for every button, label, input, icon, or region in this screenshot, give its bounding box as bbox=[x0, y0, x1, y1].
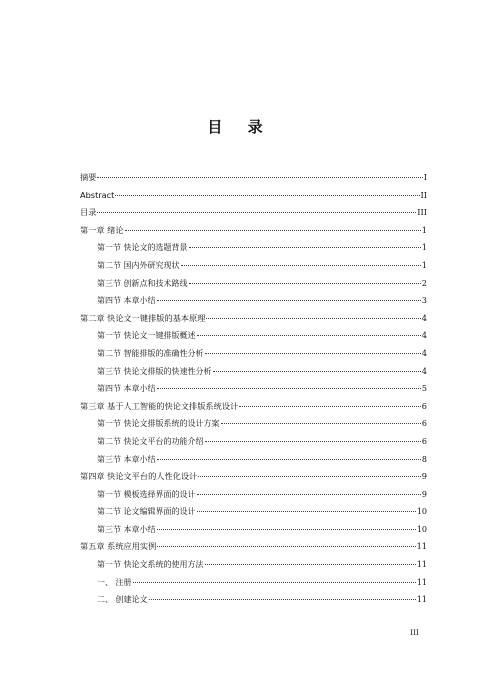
toc-entry-label: 二、 创建论文 bbox=[97, 595, 148, 605]
dot-leader bbox=[189, 283, 421, 284]
toc-section-entry bbox=[80, 366, 427, 384]
dot-leader bbox=[213, 371, 421, 372]
toc-entry-page: II bbox=[420, 189, 427, 200]
toc-entry-label: 第三节 本章小结 bbox=[97, 524, 156, 534]
toc-section-entry bbox=[80, 524, 427, 542]
toc-entry-page: 4 bbox=[421, 348, 427, 358]
toc-entry-label: 第二节 快论文平台的功能介绍 bbox=[97, 436, 204, 446]
toc-entry-page: 10 bbox=[416, 524, 427, 534]
toc-entry-label: 第四节 本章小结 bbox=[97, 384, 156, 394]
toc-chapter-entry bbox=[80, 471, 427, 489]
toc-entry-page: 11 bbox=[416, 541, 427, 552]
toc-section-entry bbox=[80, 330, 427, 348]
toc-chapter-entry bbox=[80, 225, 427, 243]
dot-leader bbox=[205, 353, 421, 354]
toc-entry-label: 第一节 模板选择界面的设计 bbox=[97, 489, 196, 499]
toc-chapter-entry bbox=[80, 172, 427, 190]
toc-entry-page: 6 bbox=[421, 419, 427, 429]
dot-leader bbox=[206, 318, 420, 319]
toc-section-entry bbox=[80, 577, 427, 595]
toc-section-entry bbox=[80, 295, 427, 313]
table-of-contents bbox=[80, 172, 427, 612]
toc-entry-label: 第一节 快论文的选题背景 bbox=[97, 243, 188, 253]
toc-entry-label: 第一节 快论文系统的使用方法 bbox=[97, 560, 204, 570]
toc-entry-label: 第三节 本章小结 bbox=[97, 454, 156, 464]
toc-entry-page: 4 bbox=[421, 331, 427, 341]
toc-entry-label: 第二章 快论文一键排版的基本原理 bbox=[80, 312, 206, 323]
toc-entry-label: 第一节 快论文一键排版概述 bbox=[97, 331, 196, 341]
dot-leader bbox=[157, 529, 416, 530]
toc-entry-page: 11 bbox=[416, 595, 427, 605]
dot-leader bbox=[181, 265, 421, 266]
toc-entry-page: 9 bbox=[421, 489, 427, 499]
dot-leader bbox=[197, 335, 421, 336]
dot-leader bbox=[157, 546, 415, 547]
toc-entry-page: 9 bbox=[421, 471, 427, 482]
toc-section-entry bbox=[80, 242, 427, 260]
toc-entry-label: 第一章 绪论 bbox=[80, 224, 124, 235]
toc-entry-label: 第三节 快论文排版的快速性分析 bbox=[97, 366, 212, 376]
toc-entry-page: 6 bbox=[421, 400, 427, 411]
toc-entry-page: 11 bbox=[416, 560, 427, 570]
page-number: III bbox=[410, 628, 419, 637]
toc-section-entry bbox=[80, 348, 427, 366]
dot-leader bbox=[133, 582, 416, 583]
toc-section-entry bbox=[80, 594, 427, 612]
dot-leader bbox=[157, 300, 421, 301]
toc-entry-page: 1 bbox=[421, 224, 427, 235]
dot-leader bbox=[189, 247, 421, 248]
dot-leader bbox=[115, 195, 419, 196]
toc-entry-label: 目录 bbox=[80, 207, 97, 218]
toc-entry-label: 第二节 国内外研究现状 bbox=[97, 260, 180, 270]
toc-entry-label: 第三节 创新点和技术路线 bbox=[97, 278, 188, 288]
dot-leader bbox=[157, 388, 421, 389]
toc-chapter-entry bbox=[80, 313, 427, 331]
toc-entry-page: 8 bbox=[421, 454, 427, 464]
dot-leader bbox=[157, 459, 421, 460]
dot-leader bbox=[97, 177, 422, 178]
toc-entry-label: Abstract bbox=[80, 189, 115, 200]
toc-entry-label: 第五章 系统应用实例 bbox=[80, 541, 157, 552]
toc-entry-page: 1 bbox=[421, 260, 427, 270]
toc-section-entry bbox=[80, 489, 427, 507]
dot-leader bbox=[125, 230, 421, 231]
toc-section-entry bbox=[80, 436, 427, 454]
toc-section-entry bbox=[80, 454, 427, 472]
toc-chapter-entry bbox=[80, 190, 427, 208]
toc-chapter-entry bbox=[80, 541, 427, 559]
dot-leader bbox=[205, 564, 416, 565]
toc-entry-page: 6 bbox=[421, 436, 427, 446]
page-title: 目 录 bbox=[207, 118, 273, 136]
toc-entry-page: 3 bbox=[421, 296, 427, 306]
toc-entry-page: 5 bbox=[421, 384, 427, 394]
toc-entry-label: 第二节 论文编辑界面的设计 bbox=[97, 507, 196, 517]
dot-leader bbox=[205, 441, 421, 442]
toc-section-entry bbox=[80, 506, 427, 524]
dot-leader bbox=[198, 476, 421, 477]
dot-leader bbox=[221, 423, 421, 424]
toc-entry-label: 一、 注册 bbox=[97, 577, 132, 587]
toc-entry-label: 第三章 基于人工智能的快论文排版系统设计 bbox=[80, 400, 239, 411]
toc-entry-page: I bbox=[423, 172, 427, 182]
dot-leader bbox=[197, 511, 416, 512]
toc-entry-page: III bbox=[417, 207, 427, 218]
toc-entry-label: 第四节 本章小结 bbox=[97, 296, 156, 306]
toc-entry-label: 第二节 智能排版的准确性分析 bbox=[97, 348, 204, 358]
toc-entry-page: 4 bbox=[421, 312, 427, 323]
dot-leader bbox=[97, 212, 416, 213]
toc-entry-page: 4 bbox=[421, 366, 427, 376]
toc-entry-page: 11 bbox=[416, 577, 427, 587]
toc-entry-page: 2 bbox=[421, 278, 427, 288]
toc-chapter-entry bbox=[80, 207, 427, 225]
toc-chapter-entry bbox=[80, 401, 427, 419]
dot-leader bbox=[197, 494, 421, 495]
toc-entry-page: 10 bbox=[416, 507, 427, 517]
toc-entry-label: 第一节 快论文排版系统的设计方案 bbox=[97, 419, 220, 429]
dot-leader bbox=[239, 406, 421, 407]
toc-section-entry bbox=[80, 260, 427, 278]
toc-entry-page: 1 bbox=[421, 243, 427, 253]
toc-entry-label: 第四章 快论文平台的人性化设计 bbox=[80, 471, 198, 482]
toc-entry-label: 摘要 bbox=[80, 172, 97, 182]
toc-section-entry bbox=[80, 383, 427, 401]
dot-leader bbox=[149, 599, 416, 600]
toc-section-entry bbox=[80, 278, 427, 296]
toc-section-entry bbox=[80, 418, 427, 436]
toc-section-entry bbox=[80, 559, 427, 577]
